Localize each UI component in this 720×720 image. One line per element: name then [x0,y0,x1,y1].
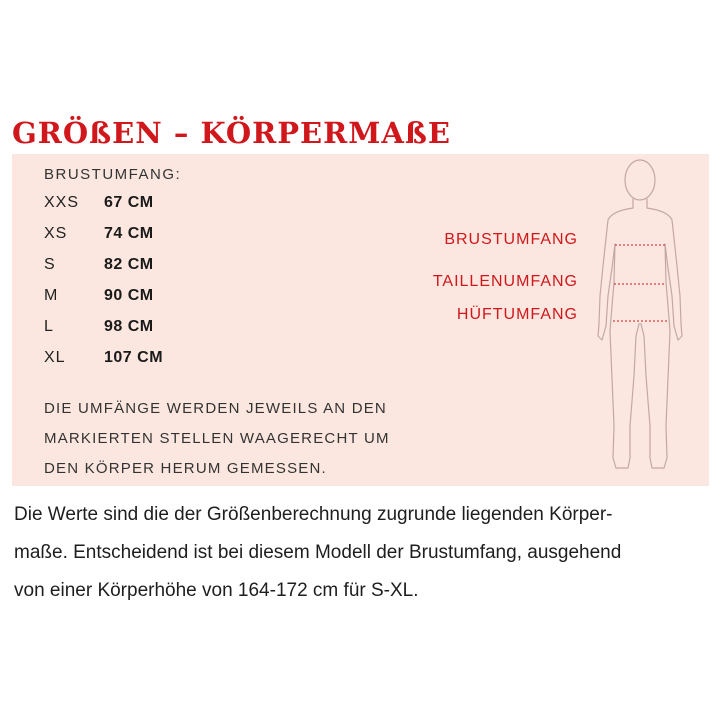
size-code: L [44,318,54,335]
size-row-m [44,287,154,305]
size-value: 90 CM [104,287,154,304]
waist-label: TAILLENUMFANG [432,273,578,290]
body-outline-icon [590,156,700,472]
description-line: Die Werte sind die der Größenberechnung zugrunde liegenden Körper- [14,504,613,525]
size-row-xs [44,225,154,243]
measurements-panel [12,154,709,486]
size-value: 107 CM [104,349,164,366]
note-line: MARKIERTEN STELLEN WAAGERECHT UM [44,430,390,447]
size-code: S [44,256,56,273]
size-value: 82 CM [104,256,154,273]
description-line: von einer Körperhöhe von 164-172 cm für S-XL. [14,580,419,601]
size-code: XXS [44,194,80,211]
size-code: XS [44,225,68,242]
description-line: maße. Entscheidend ist bei diesem Modell der Brustumfang, ausgehend [14,542,622,563]
description [14,496,704,610]
chest-label: BRUSTUMFANG [444,231,578,248]
size-row-s [44,256,154,274]
hip-label: HÜFTUMFANG [456,306,578,323]
size-code: XL [44,349,66,366]
chest-heading: BRUSTUMFANG: [44,166,182,183]
size-row-xl [44,349,163,367]
size-value: 98 CM [104,318,154,335]
size-code: M [44,287,59,304]
page-title: GRÖßEN – KÖRPERMAßE [12,116,452,150]
size-value: 67 CM [104,194,154,211]
size-value: 74 CM [104,225,154,242]
note-line: DIE UMFÄNGE WERDEN JEWEILS AN DEN [44,400,387,417]
measurement-note [44,394,424,484]
note-line: DEN KÖRPER HERUM GEMESSEN. [44,460,327,477]
size-row-l [44,318,154,336]
size-row-xxs [44,194,154,212]
